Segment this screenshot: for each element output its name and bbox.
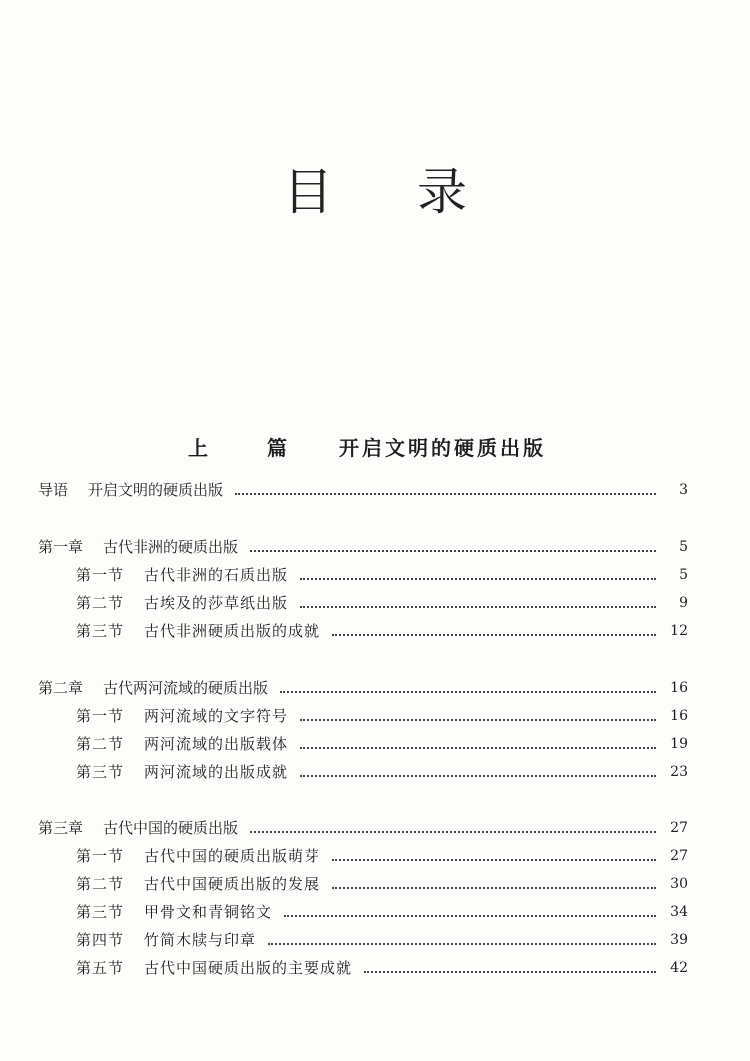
toc-entry-title: 古代中国硬质出版的发展 xyxy=(144,875,321,893)
toc-page-number: 27 xyxy=(670,848,688,864)
toc-entry-label xyxy=(76,706,288,726)
dot-leader xyxy=(300,718,656,721)
toc-entry-label xyxy=(76,593,288,613)
toc-entry-label xyxy=(38,537,238,557)
toc-entry-title: 古代中国硬质出版的主要成就 xyxy=(144,959,353,977)
toc-entry-section[interactable] xyxy=(76,563,688,585)
toc-page-number: 5 xyxy=(679,539,688,555)
page-title: 目 录 xyxy=(283,163,501,221)
toc-page-number: 3 xyxy=(679,482,688,498)
toc-entry-section[interactable] xyxy=(76,760,688,782)
part-heading xyxy=(188,432,546,461)
toc-entry-label xyxy=(38,480,223,500)
toc-entry-label xyxy=(76,762,288,782)
toc-entry-number: 第二节 xyxy=(76,594,125,612)
toc-entry-chapter-1[interactable] xyxy=(38,535,688,557)
toc-entry-section[interactable] xyxy=(76,619,688,641)
dot-leader xyxy=(300,746,656,749)
part-name: 上 篇 xyxy=(188,436,313,460)
toc-entry-title: 开启文明的硬质出版 xyxy=(88,481,224,499)
toc-page-number: 5 xyxy=(679,567,688,583)
dot-leader xyxy=(300,605,656,608)
toc-entry-label xyxy=(76,958,352,978)
toc-entry-label xyxy=(76,902,272,922)
toc-entry-section[interactable] xyxy=(76,844,688,866)
toc-entry-title: 古代中国的硬质出版 xyxy=(103,819,239,837)
dot-leader xyxy=(268,942,656,945)
toc-page-number: 42 xyxy=(670,960,688,976)
toc-page-number: 12 xyxy=(670,623,688,639)
toc-page-number: 19 xyxy=(670,736,688,752)
toc-page-number: 34 xyxy=(670,904,688,920)
toc-entry-number: 第一节 xyxy=(76,707,125,725)
dot-leader xyxy=(284,914,656,917)
toc-entry-label xyxy=(76,621,320,641)
toc-entry-chapter-2[interactable] xyxy=(38,676,688,698)
dot-leader xyxy=(250,830,656,833)
toc-entry-label xyxy=(76,734,288,754)
toc-entry-title: 两河流域的出版载体 xyxy=(144,735,289,753)
toc-entry-section[interactable] xyxy=(76,928,688,950)
toc-entry-title: 甲骨文和青铜铭文 xyxy=(144,903,273,921)
toc-entry-chapter-3[interactable] xyxy=(38,816,688,838)
toc-entry-number: 第四节 xyxy=(76,931,125,949)
toc-entry-number: 第三节 xyxy=(76,903,125,921)
toc-entry-number: 导语 xyxy=(38,481,69,499)
toc-page-number: 30 xyxy=(670,876,688,892)
toc-page-number: 9 xyxy=(679,595,688,611)
toc-page-number: 16 xyxy=(670,680,688,696)
toc-entry-section[interactable] xyxy=(76,900,688,922)
part-subtitle: 开启文明的硬质出版 xyxy=(338,436,546,460)
dot-leader xyxy=(332,858,656,861)
toc-entry-intro[interactable] xyxy=(38,478,688,500)
toc-entry-number: 第三章 xyxy=(38,819,84,837)
toc-entry-number: 第二章 xyxy=(38,679,84,697)
toc-entry-title: 竹简木牍与印章 xyxy=(144,931,257,949)
dot-leader xyxy=(300,774,656,777)
toc-entry-section[interactable] xyxy=(76,704,688,726)
toc-entry-label xyxy=(76,874,320,894)
toc-page-number: 39 xyxy=(670,932,688,948)
toc-entry-title: 古代中国的硬质出版萌芽 xyxy=(144,847,321,865)
toc-page-number: 16 xyxy=(670,708,688,724)
toc-entry-number: 第三节 xyxy=(76,763,125,781)
toc-entry-label xyxy=(76,565,288,585)
toc-entry-title: 古代非洲的硬质出版 xyxy=(103,538,239,556)
dot-leader xyxy=(332,633,656,636)
toc-entry-label xyxy=(76,846,320,866)
toc-entry-section[interactable] xyxy=(76,732,688,754)
toc-page-number: 27 xyxy=(670,820,688,836)
toc-entry-number: 第一节 xyxy=(76,566,125,584)
toc-entry-title: 两河流域的出版成就 xyxy=(144,763,289,781)
toc-entry-section[interactable] xyxy=(76,956,688,978)
dot-leader xyxy=(364,970,656,973)
toc-entry-label xyxy=(76,930,256,950)
dot-leader xyxy=(280,690,656,693)
toc-entry-label xyxy=(38,818,238,838)
toc-entry-title: 两河流域的文字符号 xyxy=(144,707,289,725)
dot-leader xyxy=(235,492,656,495)
toc-entry-section[interactable] xyxy=(76,872,688,894)
toc-entry-title: 古埃及的莎草纸出版 xyxy=(144,594,289,612)
toc-entry-number: 第三节 xyxy=(76,622,125,640)
toc-page-number: 23 xyxy=(670,764,688,780)
toc-entry-title: 古代非洲硬质出版的成就 xyxy=(144,622,321,640)
toc-entry-label xyxy=(38,678,268,698)
dot-leader xyxy=(332,886,656,889)
toc-entry-number: 第一节 xyxy=(76,847,125,865)
dot-leader xyxy=(250,549,656,552)
dot-leader xyxy=(300,577,656,580)
toc-entry-title: 古代非洲的石质出版 xyxy=(144,566,289,584)
toc-entry-title: 古代两河流域的硬质出版 xyxy=(103,679,269,697)
toc-entry-section[interactable] xyxy=(76,591,688,613)
toc-entry-number: 第五节 xyxy=(76,959,125,977)
toc-entry-number: 第二节 xyxy=(76,875,125,893)
toc-entry-number: 第一章 xyxy=(38,538,84,556)
toc-entry-number: 第二节 xyxy=(76,735,125,753)
